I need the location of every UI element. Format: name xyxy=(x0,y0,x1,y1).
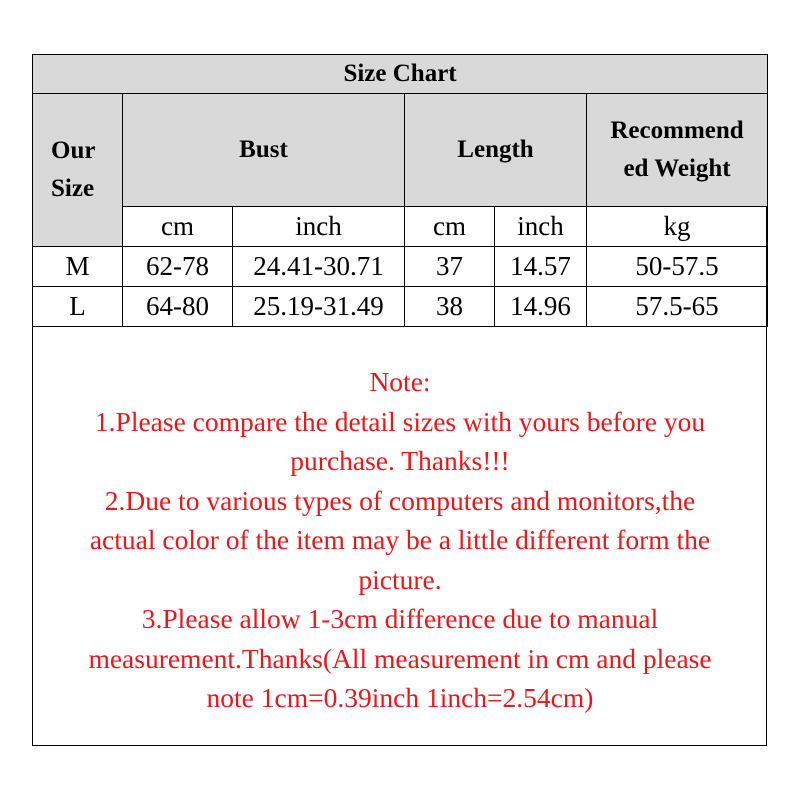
cell-bust-inch: 25.19-31.49 xyxy=(233,287,405,327)
unit-weight-kg: kg xyxy=(587,207,768,247)
title-row xyxy=(33,55,768,94)
header-our-size xyxy=(33,94,123,247)
cell-bust-cm: 64-80 xyxy=(123,287,233,327)
note-line: purchase. Thanks!!! xyxy=(290,445,510,476)
cell-size: L xyxy=(33,287,123,327)
unit-bust-cm: cm xyxy=(123,207,233,247)
note-heading: Note: xyxy=(369,366,431,397)
cell-bust-cm: 62-78 xyxy=(123,247,233,287)
table-row xyxy=(33,287,768,327)
notes-block xyxy=(40,362,760,718)
cell-bust-inch: 24.41-30.71 xyxy=(233,247,405,287)
table-title: Size Chart xyxy=(33,55,768,94)
note-line: measurement.Thanks(All measurement in cm and please xyxy=(88,642,712,674)
unit-row xyxy=(33,207,768,247)
header-weight-line1: Recommend xyxy=(610,117,744,144)
cell-weight-kg: 57.5-65 xyxy=(587,287,768,327)
header-length: Length xyxy=(405,94,587,207)
header-our-size-line2: Size xyxy=(51,175,95,202)
note-line: 2.Due to various types of computers and monitors,the xyxy=(104,484,696,516)
unit-bust-inch: inch xyxy=(233,207,405,247)
unit-length-inch: inch xyxy=(495,207,587,247)
header-bust: Bust xyxy=(123,94,405,207)
header-recommended-weight xyxy=(587,94,768,207)
header-weight-line2: ed Weight xyxy=(623,155,731,182)
cell-size: M xyxy=(33,247,123,287)
cell-length-cm: 37 xyxy=(405,247,495,287)
cell-length-inch: 14.57 xyxy=(495,247,587,287)
cell-weight-kg: 50-57.5 xyxy=(587,247,768,287)
note-line: 1.Please compare the detail sizes with yours before you xyxy=(94,405,706,437)
note-line: 3.Please allow 1-3cm difference due to manual xyxy=(141,603,659,634)
table-row xyxy=(33,247,768,287)
size-chart-table xyxy=(32,54,768,327)
note-line: note 1cm=0.39inch 1inch=2.54cm) xyxy=(206,682,594,713)
cell-length-inch: 14.96 xyxy=(495,287,587,327)
unit-length-cm: cm xyxy=(405,207,495,247)
note-line: picture. xyxy=(358,563,442,595)
header-row xyxy=(33,94,768,207)
cell-length-cm: 38 xyxy=(405,287,495,327)
note-line: actual color of the item may be a little different form the xyxy=(89,524,711,555)
header-our-size-line1: Our xyxy=(51,137,96,164)
